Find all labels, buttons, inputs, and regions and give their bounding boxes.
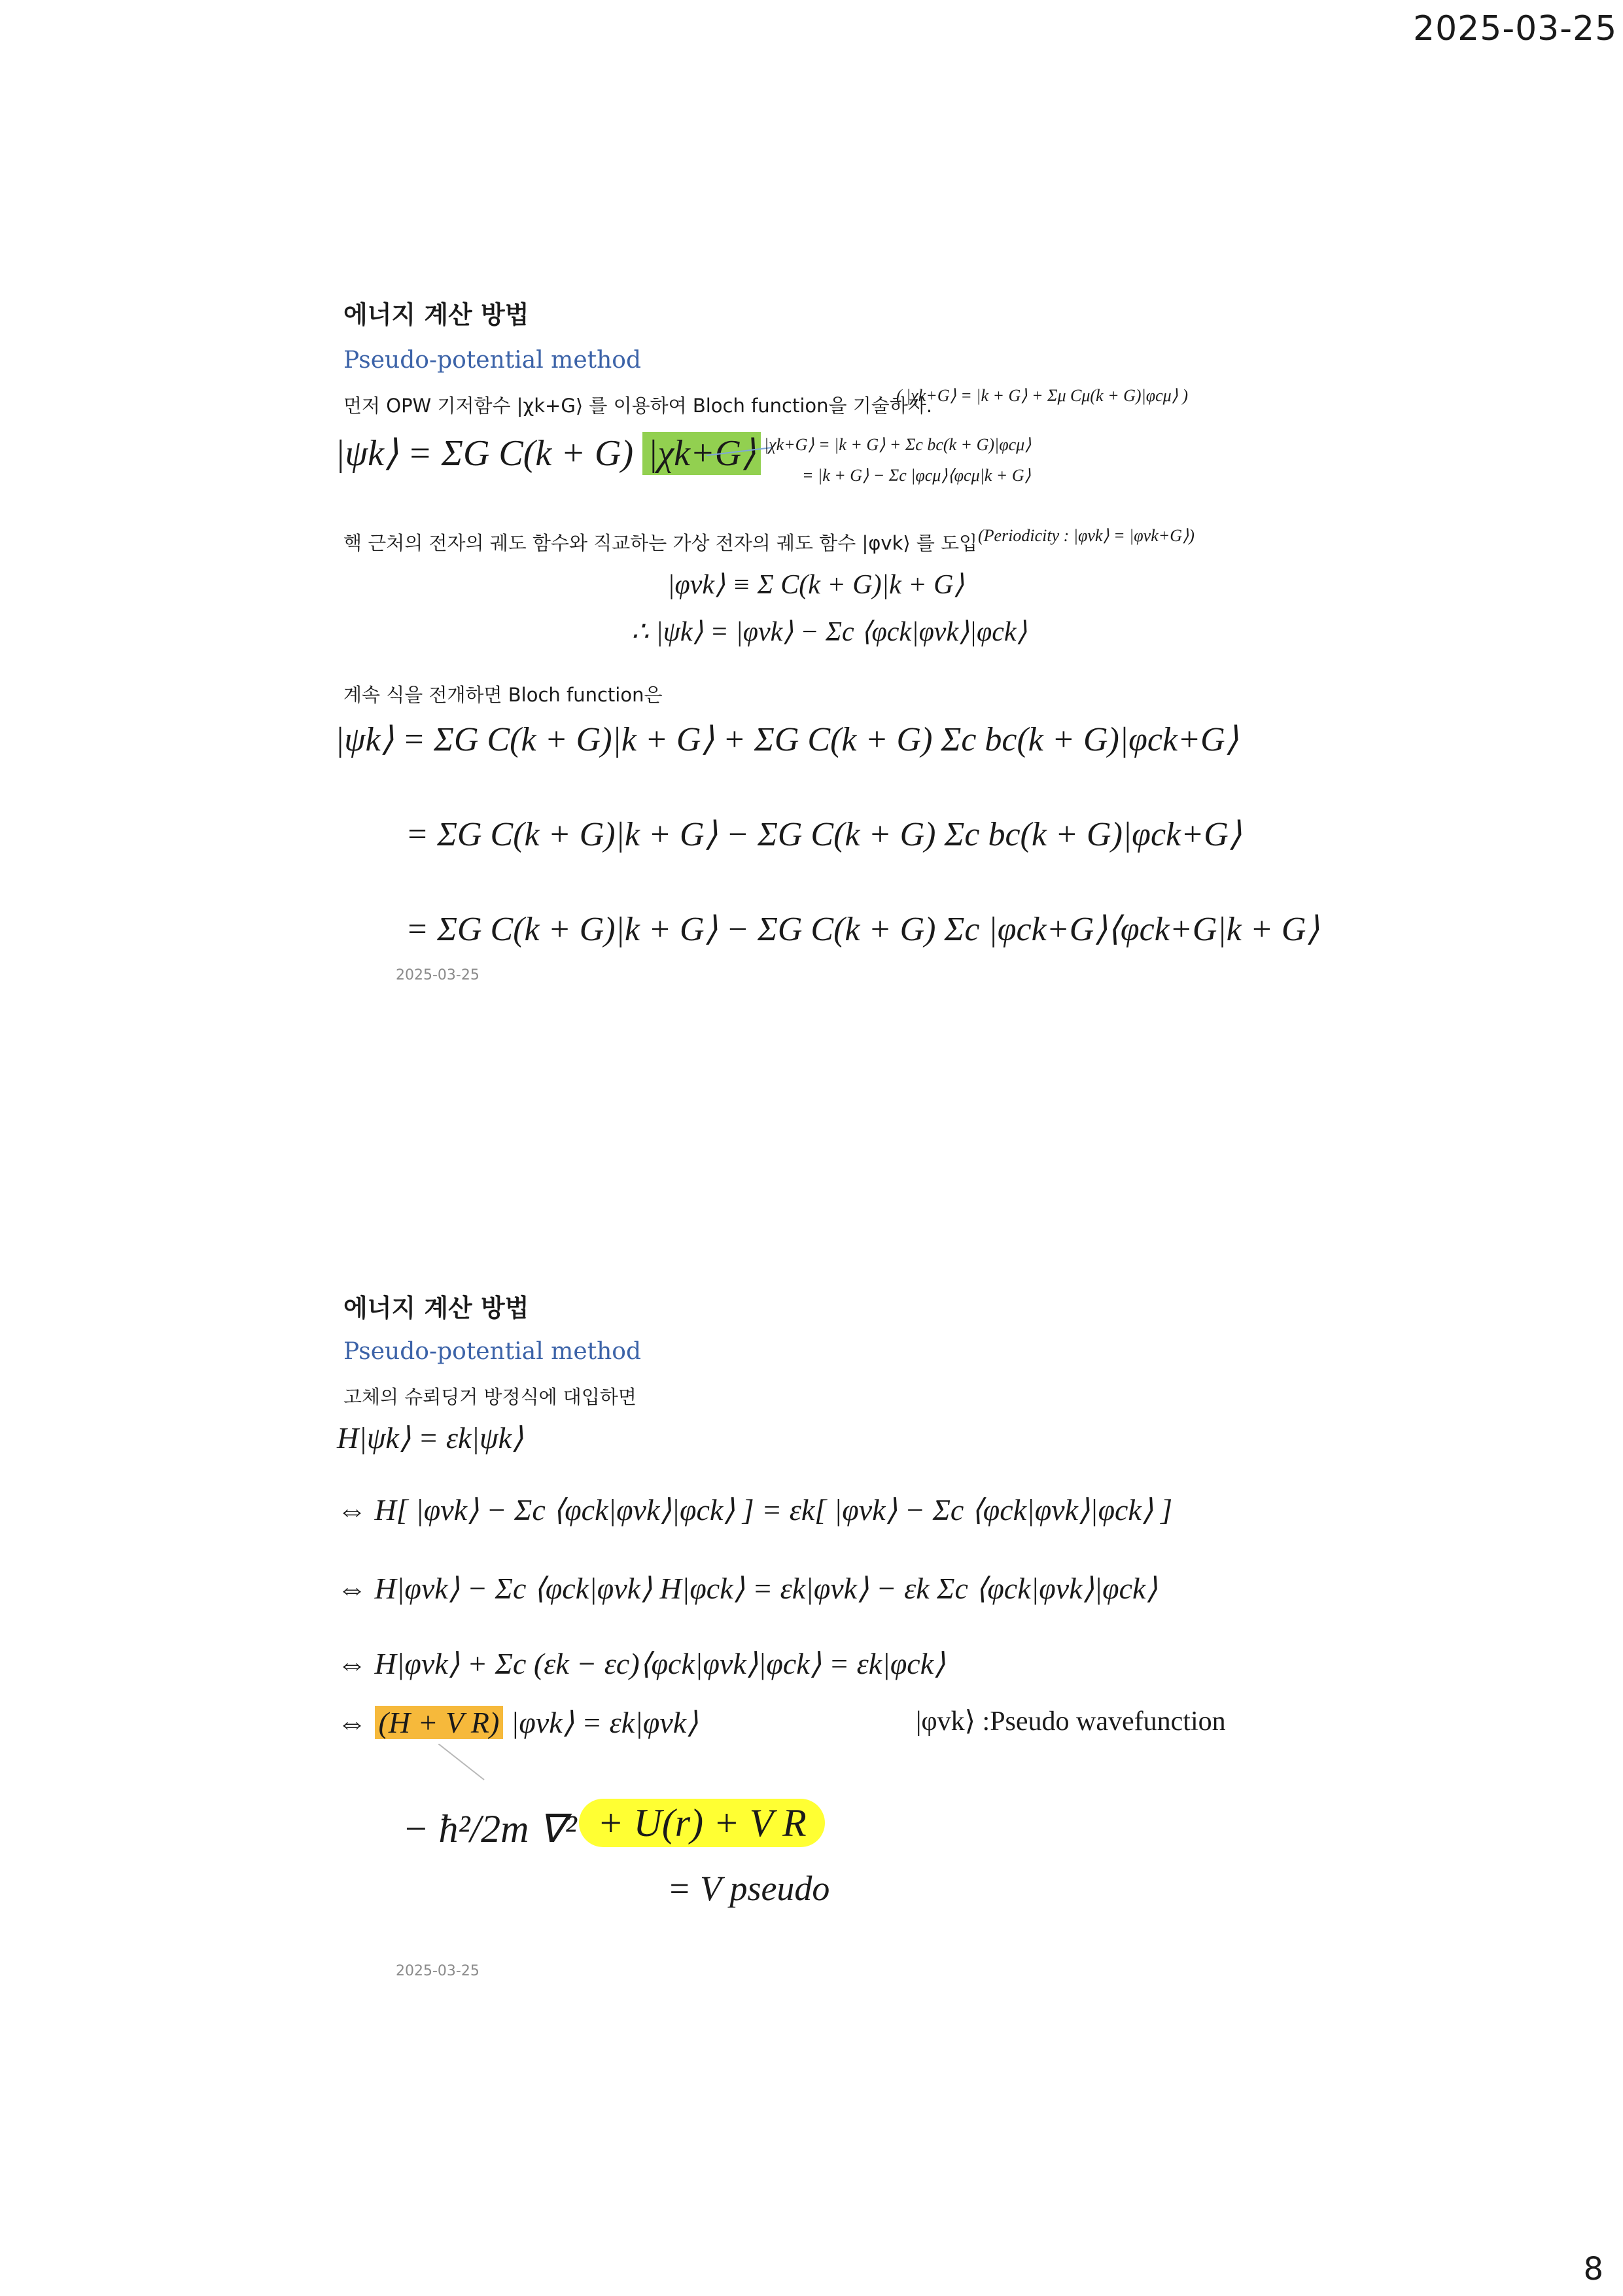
potential-highlight: [579, 1801, 825, 1846]
equivalence-symbol: ⇔: [337, 1706, 367, 1739]
bloch-main-eq-lhs: |ψk⟩ = ΣG C(k + G): [335, 433, 634, 474]
slide-title: 에너지 계산 방법: [343, 1294, 529, 1322]
slide-title: 에너지 계산 방법: [343, 300, 529, 329]
kinetic-term: − ħ²/2m ∇²: [402, 1807, 577, 1850]
pseudo-potential-terms: + U(r) + V R: [579, 1799, 825, 1847]
slide-subtitle: Pseudo-potential method: [343, 1338, 641, 1365]
pseudo-potential-result: = V pseudo: [667, 1869, 830, 1908]
slide-footer-date: 2025-03-25: [396, 1963, 480, 1979]
header-date: 2025-03-25: [1413, 9, 1618, 48]
expansion-line-2: = ΣG C(k + G)|k + G⟩ − ΣG C(k + G) Σc bc(k + G)|φck+G⟩: [406, 816, 1242, 853]
pseudo-definition-eq: |φvk⟩ ≡ Σ C(k + G)|k + G⟩: [667, 570, 964, 600]
intro-text: 고체의 슈뢰딩거 방정식에 대입하면: [343, 1386, 637, 1408]
intro-text: 먼저 OPW 기저함수 |χk+G⟩ 를 이용하여 Bloch function을 기술하자.: [343, 395, 933, 417]
expansion-text: 계속 식을 전개하면 Bloch function은: [343, 684, 663, 706]
periodicity-eq: (Periodicity : |φvk⟩ = |φvk+G⟩): [978, 526, 1195, 545]
pseudo-wavefunction-note: |φvk⟩ :Pseudo wavefunction: [916, 1706, 1226, 1737]
slide-footer-date: 2025-03-25: [396, 967, 480, 983]
substitution-eq: ⇔ H[ |φvk⟩ − Σc ⟨φck|φvk⟩|φck⟩ ] = εk[ |φvk⟩ − Σc ⟨φck|φvk⟩|φck⟩ ]: [337, 1493, 1173, 1527]
chi-highlight: |χk+G⟩: [642, 432, 761, 475]
intro-eq: ( |χk+G⟩ = |k + G⟩ + Σμ Cμ(k + G)|φcμ⟩ ): [896, 386, 1188, 405]
slide-subtitle: Pseudo-potential method: [343, 347, 641, 374]
expansion-line-3: = ΣG C(k + G)|k + G⟩ − ΣG C(k + G) Σc |φck+G⟩⟨φck+G|k + G⟩: [406, 911, 1319, 948]
hamiltonian-highlight: (H + V R): [375, 1706, 504, 1739]
chi-expansion-1: |χk+G⟩ = |k + G⟩ + Σc bc(k + G)|φcμ⟩: [764, 435, 1032, 454]
schrodinger-eq: H|ψk⟩ = εk|ψk⟩: [337, 1421, 523, 1455]
therefore-eq: ∴ |ψk⟩ = |φvk⟩ − Σc ⟨φck|φvk⟩|φck⟩: [631, 617, 1027, 647]
simplified-eq: ⇔ H|φvk⟩ + Σc (εk − εc)⟨φck|φvk⟩|φck⟩ = εk|φck⟩: [337, 1647, 946, 1680]
expanded-eq: ⇔ H|φvk⟩ − Σc ⟨φck|φvk⟩ H|φck⟩ = εk|φvk⟩ − εk Σc ⟨φck|φvk⟩|φck⟩: [337, 1572, 1158, 1605]
pseudo-intro-text: 핵 근처의 전자의 궤도 함수와 직교하는 가상 전자의 궤도 함수 |φvk⟩ 를 도입: [343, 532, 978, 554]
page-number: 8: [1583, 2251, 1603, 2287]
chi-expansion-2: = |k + G⟩ − Σc |φcμ⟩⟨φcμ|k + G⟩: [802, 466, 1031, 485]
pseudo-schrodinger-eq: [337, 1704, 698, 1740]
pseudo-schrodinger-rhs: |φvk⟩ = εk|φvk⟩: [510, 1706, 699, 1739]
connector-line: [438, 1744, 491, 1783]
expansion-line-1: |ψk⟩ = ΣG C(k + G)|k + G⟩ + ΣG C(k + G) Σc bc(k + G)|φck+G⟩: [335, 721, 1238, 758]
